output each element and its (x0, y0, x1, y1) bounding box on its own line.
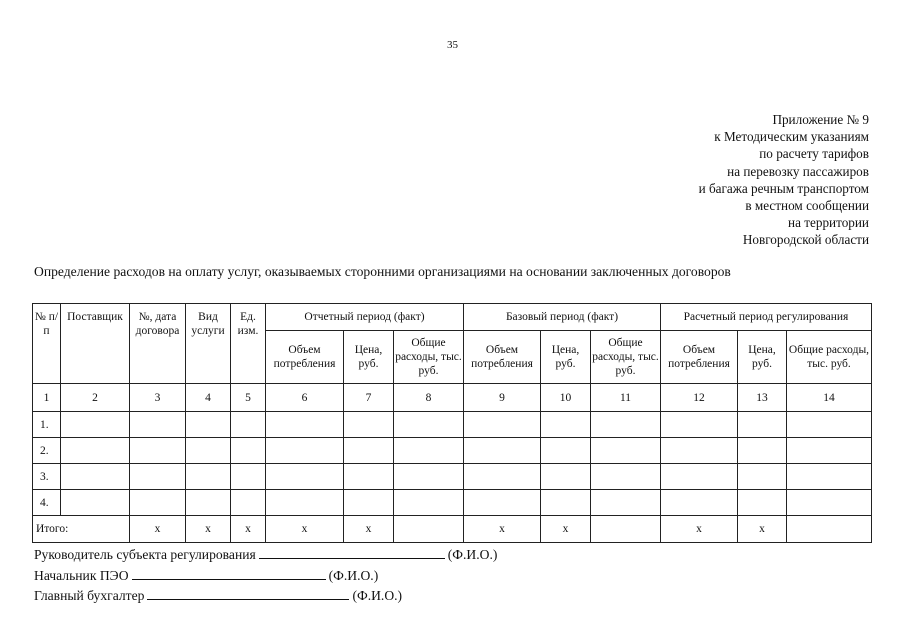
column-number: 6 (266, 384, 344, 412)
subheader-volume: Объем потребления (266, 331, 344, 384)
table-cell (130, 490, 186, 516)
table-cell (186, 412, 231, 438)
column-number: 7 (344, 384, 394, 412)
column-number: 3 (130, 384, 186, 412)
table-cell (661, 464, 738, 490)
column-number: 5 (231, 384, 266, 412)
table-cell (394, 412, 464, 438)
table-cell (787, 438, 872, 464)
table-cell (591, 464, 661, 490)
costs-table (32, 303, 872, 543)
table-cell (231, 464, 266, 490)
table-cell (130, 464, 186, 490)
total-cell (787, 516, 872, 543)
table-cell (130, 412, 186, 438)
table-cell (61, 438, 130, 464)
subheader-total: Общие расходы, тыс. руб. (787, 331, 872, 384)
total-cell (591, 516, 661, 543)
table-cell (344, 438, 394, 464)
table-cell (344, 464, 394, 490)
column-number: 8 (394, 384, 464, 412)
appendix-line: Приложение № 9 (772, 112, 869, 127)
header-num: № п/п (33, 304, 61, 384)
signature-blank (147, 587, 349, 600)
subheader-price: Цена, руб. (344, 331, 394, 384)
table-row (33, 412, 872, 438)
row-number: 4. (33, 490, 61, 516)
table-cell (464, 438, 541, 464)
table-cell (738, 438, 787, 464)
table-cell (61, 464, 130, 490)
total-cell: x (661, 516, 738, 543)
signature-blank (259, 546, 445, 559)
signature-line (34, 586, 497, 607)
appendix-line: в местном сообщении (745, 198, 869, 214)
table-cell (541, 412, 591, 438)
table-cell (661, 438, 738, 464)
header-unit: Ед. изм. (231, 304, 266, 384)
column-number: 2 (61, 384, 130, 412)
table-cell (266, 412, 344, 438)
appendix-line: к Методическим указаниям (714, 129, 869, 145)
table-cell (541, 438, 591, 464)
table-cell (266, 490, 344, 516)
subheader-total: Общие расходы, тыс. руб. (591, 331, 661, 384)
table-cell (266, 438, 344, 464)
table-cell (231, 412, 266, 438)
row-number: 1. (33, 412, 61, 438)
column-number: 11 (591, 384, 661, 412)
table-cell (591, 412, 661, 438)
signature-blank (132, 567, 326, 580)
row-number: 2. (33, 438, 61, 464)
total-cell: x (344, 516, 394, 543)
table-cell (464, 464, 541, 490)
table-cell (541, 490, 591, 516)
subheader-price: Цена, руб. (541, 331, 591, 384)
appendix-header (699, 111, 869, 249)
table-cell (61, 490, 130, 516)
subheader-volume: Объем потребления (464, 331, 541, 384)
subheader-price: Цена, руб. (738, 331, 787, 384)
subheader-volume: Объем потребления (661, 331, 738, 384)
header-supplier: Поставщик (61, 304, 130, 384)
table-cell (344, 490, 394, 516)
column-number: 4 (186, 384, 231, 412)
header-report-period: Отчетный период (факт) (266, 304, 464, 331)
table-cell (661, 490, 738, 516)
appendix-line: и багажа речным транспортом (698, 180, 869, 196)
appendix-line: Новгородской области (742, 232, 869, 248)
signature-line (34, 566, 497, 587)
table-cell (394, 490, 464, 516)
column-number: 12 (661, 384, 738, 412)
column-number: 14 (787, 384, 872, 412)
total-cell: x (541, 516, 591, 543)
table-row (33, 490, 872, 516)
document-title: Определение расходов на оплату услуг, оказываемых сторонними организациями на основании заключенных договоров (34, 264, 731, 279)
signature-line (34, 545, 497, 566)
signature-label: Главный бухгалтер (34, 588, 145, 603)
total-cell: x (231, 516, 266, 543)
total-cell: x (464, 516, 541, 543)
table-cell (231, 490, 266, 516)
header-service: Вид услуги (186, 304, 231, 384)
signature-label: Руководитель субъекта регулирования (34, 547, 256, 562)
column-number: 1 (33, 384, 61, 412)
table-cell (186, 438, 231, 464)
signature-block (34, 545, 497, 607)
total-cell: x (266, 516, 344, 543)
table-cell (266, 464, 344, 490)
table-row (33, 464, 872, 490)
row-number: 3. (33, 464, 61, 490)
table-cell (787, 412, 872, 438)
table-cell (464, 412, 541, 438)
table-cell (738, 490, 787, 516)
table-cell (738, 412, 787, 438)
total-cell (394, 516, 464, 543)
column-number: 13 (738, 384, 787, 412)
signature-label: Начальник ПЭО (34, 567, 129, 583)
table-cell (394, 464, 464, 490)
table-cell (394, 438, 464, 464)
signature-suffix: (Ф.И.О.) (447, 547, 498, 562)
table-row (33, 438, 872, 464)
signature-suffix: (Ф.И.О.) (328, 567, 379, 583)
total-cell: x (130, 516, 186, 543)
subheader-total: Общие расходы, тыс. руб. (394, 331, 464, 384)
header-row (33, 304, 872, 331)
appendix-line: по расчету тарифов (759, 146, 869, 162)
total-label: Итого: (33, 516, 130, 543)
page-number: 35 (447, 39, 458, 51)
table-cell (591, 438, 661, 464)
total-row (33, 516, 872, 543)
table-cell (738, 464, 787, 490)
header-base-period: Базовый период (факт) (464, 304, 661, 331)
signature-suffix: (Ф.И.О.) (352, 588, 403, 603)
total-cell: x (738, 516, 787, 543)
table-cell (787, 490, 872, 516)
total-cell: x (186, 516, 231, 543)
table-cell (661, 412, 738, 438)
table-cell (61, 412, 130, 438)
column-number-row (33, 384, 872, 412)
table-cell (787, 464, 872, 490)
table-cell (591, 490, 661, 516)
header-calc-period: Расчетный период регулирования (661, 304, 872, 331)
table-cell (541, 464, 591, 490)
header-contract: №, дата договора (130, 304, 186, 384)
table-cell (464, 490, 541, 516)
column-number: 10 (541, 384, 591, 412)
table-cell (231, 438, 266, 464)
appendix-line: на территории (788, 215, 869, 231)
table-cell (186, 464, 231, 490)
appendix-line: на перевозку пассажиров (727, 163, 869, 179)
column-number: 9 (464, 384, 541, 412)
table-cell (130, 438, 186, 464)
table-cell (344, 412, 394, 438)
table-cell (186, 490, 231, 516)
